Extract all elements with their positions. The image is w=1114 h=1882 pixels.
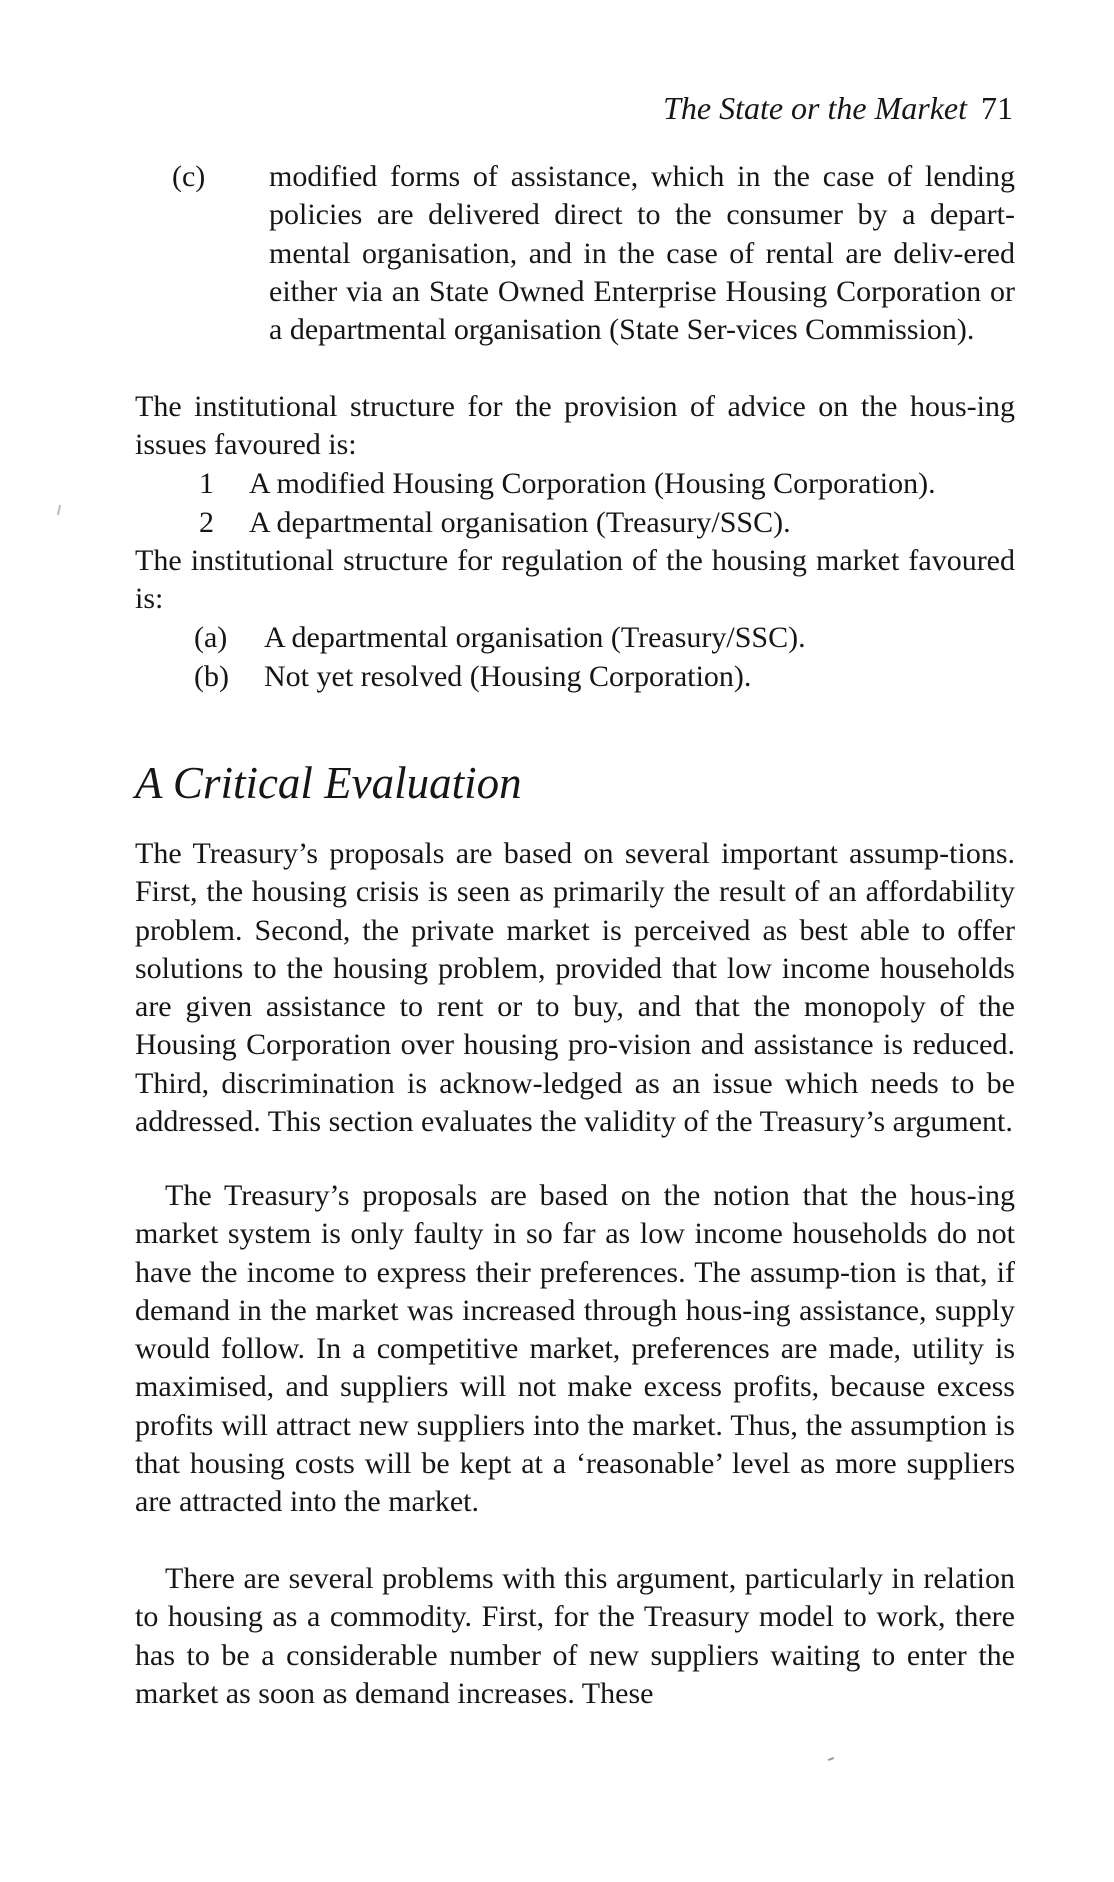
- body-paragraph-1: The Treasury’s proposals are based on several important assump-tions. First, the housing crisis is seen as primarily the result of an affordability problem. Second, the private market is perceived as best able to offer solutions to the housing problem, provided that low income households are given assistance to rent or to buy, and that the monopoly of the Housing Corporation over housing pro-vision and assistance is reduced. Third, discrimination is acknow-ledged as an issue which needs to be addressed. This section evaluates the validity of the Treasury’s argument.: [135, 837, 1015, 1139]
- regulation-option-text: A departmental organisation (Treasury/SSC).: [264, 621, 806, 654]
- advice-option-1: [199, 465, 936, 503]
- regulation-option-letter: (a): [194, 621, 228, 654]
- list-item-c-text: modified forms of assistance, which in the case of lending policies are delivered direct to the consumer by a depart-mental organisation, and in the case of rental are deliv-ered either via an State Owned Enterprise Housing Corporation or a departmental organisation (State Ser-vices Commission).: [269, 160, 1015, 347]
- advice-intro-paragraph: The institutional structure for the provision of advice on the hous-ing issues favoured is:: [135, 390, 1015, 462]
- regulation-option-a: [194, 619, 806, 657]
- scan-speck: [828, 1757, 834, 1761]
- list-marker-c: (c): [172, 160, 206, 193]
- list-item-c: [172, 158, 1015, 349]
- page-number: 71: [981, 90, 1013, 126]
- body-paragraph-2: The Treasury’s proposals are based on the notion that the hous-ing market system is only faulty in so far as low income households do not have the income to express their preferences. The assump-tion is that, if demand in the market was increased through hous-ing assistance, supply would follow. In a competitive market, preferences are made, utility is maximised, and suppliers will not make excess profits, because excess profits will attract new suppliers into the market. Thus, the assumption is that housing costs will be kept at a ‘reasonable’ level as more suppliers are attracted into the market.: [135, 1179, 1015, 1519]
- scan-speck: [57, 505, 61, 515]
- advice-option-2: [199, 504, 791, 542]
- advice-option-text: A modified Housing Corporation (Housing Corporation).: [249, 467, 936, 500]
- advice-option-text: A departmental organisation (Treasury/SSC).: [249, 506, 791, 539]
- running-head-title: The State or the Market: [663, 90, 967, 126]
- regulation-option-letter: (b): [194, 660, 229, 693]
- running-head: [663, 88, 1013, 128]
- advice-option-number: 2: [199, 506, 214, 539]
- regulation-option-text: Not yet resolved (Housing Corporation).: [264, 660, 752, 693]
- section-heading: A Critical Evaluation: [135, 758, 522, 808]
- body-paragraph-3: There are several problems with this argument, particularly in relation to housing as a commodity. First, for the Treasury model to work, there has to be a considerable number of new suppliers waiting to enter the market as soon as demand increases. These: [135, 1562, 1015, 1710]
- advice-option-number: 1: [199, 467, 214, 500]
- regulation-intro-paragraph: The institutional structure for regulation of the housing market favoured is:: [135, 544, 1015, 616]
- regulation-option-b: [194, 658, 751, 696]
